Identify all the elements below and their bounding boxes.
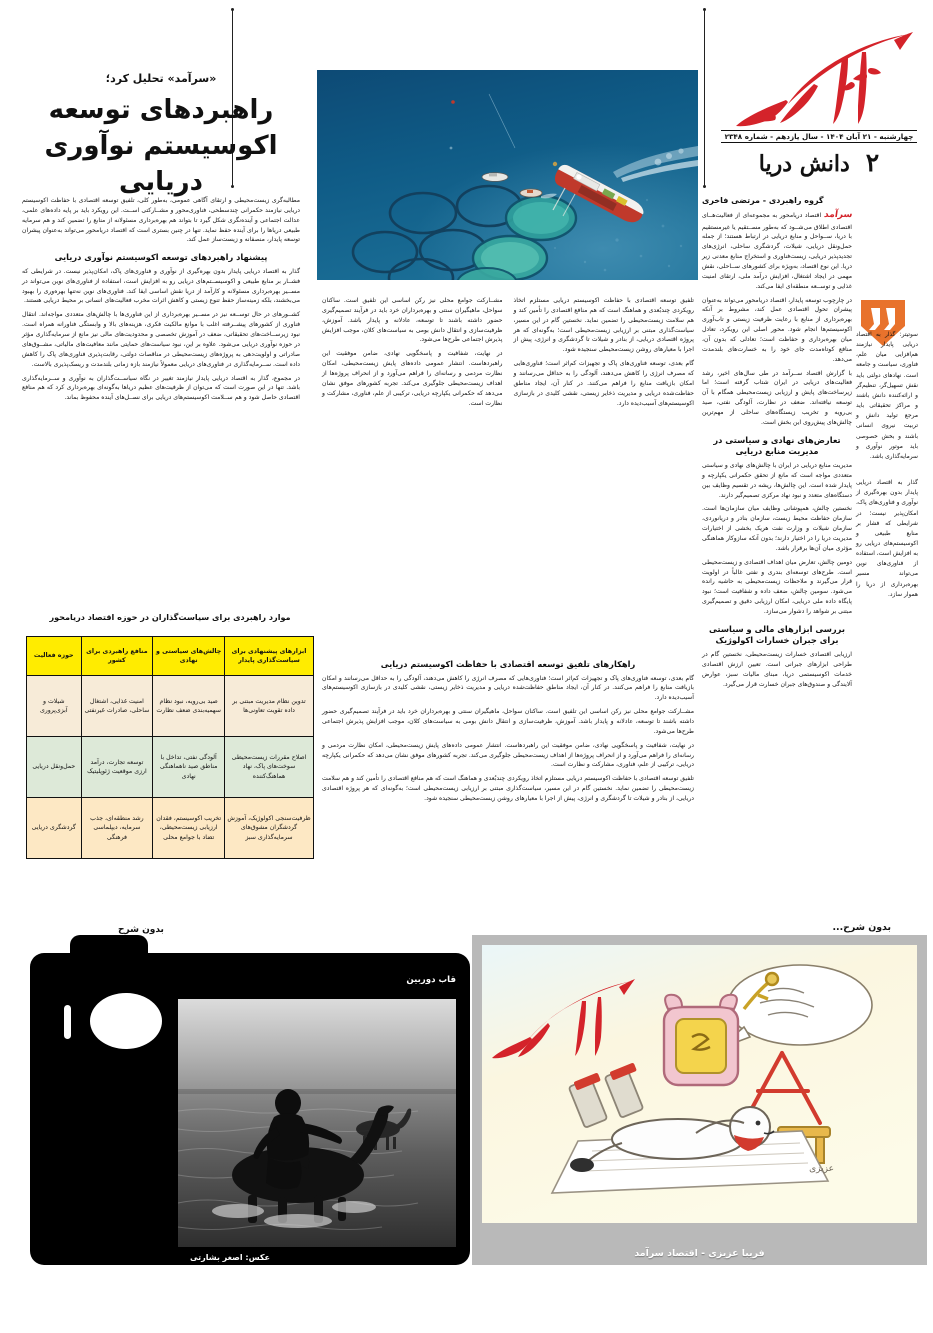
headline-kicker: «سرآمد» تحلیل کرد؛ (105, 72, 217, 85)
cell-benefits: توسعه تجارت، درآمد ارزی موقعیت ژئوپلیتیک (81, 737, 153, 798)
cartoon-panel (472, 935, 927, 1265)
cell-sector: شیلات و آبزی‌پروری (27, 676, 82, 737)
cell-benefits: رشد منطقه‌ای، جذب سرمایه، دیپلماسی فرهنگی (81, 798, 153, 859)
rule-dot (703, 8, 706, 11)
drop-mark-icon: سرآمد (823, 210, 853, 220)
cell-tools: اصلاح مقررات زیست‌محیطی سوخت‌های پاک، نهاد هماهنگ‌کننده (225, 737, 314, 798)
aerial-aquaculture-photo (317, 70, 698, 280)
cell-benefits: امنیت غذایی، اشتغال ساحلی، صادرات غیرنفتی (81, 676, 153, 737)
pullquote-column (856, 330, 918, 604)
headline-block (22, 72, 300, 201)
cell-tools: تدوین نظام مدیریت مبتنی بر داده تقویت تعاونی‌ها (225, 676, 314, 737)
subheading: پیشنهاد راهبردهای توسعه اکوسیستم نوآوری دریایی (54, 252, 268, 263)
page-title (22, 93, 300, 201)
section-name: دانش دریا (758, 151, 850, 177)
headline-line-2: اکوسیستم نوآوری دریایی (44, 130, 278, 197)
paragraph: گام بعدی، توسعه فناوری‌های پاک و تجهیزات کم‌اثر است؛ فناوری‌هایی که مصرف انرژی را کاهش می‌دهند، آلودگی را به حداقل می‌رسانند و امکان بازیافت منابع را فراهم می‌کنند. در کنار آن، ایجاد مناطق حفاظت‌شده دریایی و مدیریت ذخایر زیستی، نقشی کلیدی در بازسازی اکوسیستم‌های آسیب‌دیده دارد. (322, 674, 694, 702)
page-number: ۲ (865, 148, 880, 177)
byline: گروه راهبردی - مرتضی فاخری (702, 196, 824, 205)
subheading: راهکارهای تلفیق توسعه اقتصادی با حفاظت اکوسیستم دریایی (380, 659, 636, 669)
camera-body-icon (30, 953, 470, 1265)
cell-sector: حمل‌ونقل دریایی (27, 737, 82, 798)
editorial-cartoon (482, 945, 917, 1223)
photo-credit: عکس: اصغر بشارتی (190, 1253, 271, 1262)
cartoon-image (482, 945, 917, 1223)
table-header-row (27, 637, 314, 676)
paragraph: مشــارکت جوامع محلی نیز رکن اساسی این تلفیق است. ساکنان سواحل، ماهیگیران سنتی و بهره‌برداران خرد باید در فرآیند تصمیم‌گیری حضور داشته باشند تا توسعه، عادلانه و پایدار باشد. آموزش، ظرفیت‌سازی و انتقال دانش بومی به سیاست‌های کلان، موجب افزایش پذیرش اجتماعی طرح‌ها می‌شود. (322, 708, 694, 735)
camera-lens-icon (90, 993, 162, 1049)
article-left-column (22, 196, 300, 407)
paragraph: مشــارکت جوامع محلی نیز رکن اساسی این تلفیق است. ساکنان سواحل، ماهیگیران سنتی و بهره‌برداران خرد باید در فرآیند تصمیم‌گیری حضور داشته باشند تا توسعه، عادلانه و پایدار باشد. آموزش، ظرفیت‌سازی و انتقال دانش بومی به سیاست‌های کلان، موجب افزایش پذیرش اجتماعی طرح‌ها می‌شود. (322, 297, 503, 344)
cell-challenges: صید بی‌رویه، نبود نظام سهمیه‌بندی ضعف نظارت (153, 676, 225, 737)
dateline: چهارشنبه - ۲۱ آبان ۱۴۰۴ - سال یازدهم - شماره ۲۳۴۸ (721, 130, 918, 143)
article-middle-lower (322, 652, 694, 808)
paragraph: در نهایت، شفافیت و پاسخگویی نهادی، ضامن موفقیت این راهبردهاست. انتشار عمومی داده‌های پایش زیست‌محیطی، امکان نظارت مردمی و رسانه‌ای را فراهم می‌آورد و از انحراف پروژه‌ها از اهداف زیست‌محیطی جلوگیری می‌کند. تجربه کشورهای موفق نشان می‌دهد که حکمرانی یکپارچه دریایی، ترکیبی از علم، فناوری، مشارکت و نظارت است. (322, 741, 694, 769)
bw-photo (178, 999, 456, 1247)
paragraph: در مجموع، گذار به اقتصاد دریایی پایدار نیازمند تغییر در نگاه سیاســت‌گذاران به نوآوری و ســرمایه‌گذاری باشد. تنها در این صورت است که می‌توان از ظرفیت‌های عظیم دریاها به‌گونه‌ای بهره‌برداری کرد که هم منافع اقتصادی حاصل شود و هم ســلامت اکوسیستم‌های دریایی برای نســل‌های آینده محفوظ بماند. (22, 374, 300, 402)
paragraph: تلفیق توسعه اقتصادی با حفاظت اکوسیستم دریایی مستلزم اتخاذ رویکردی چندبُعدی و هماهنگ است که هم منافع اقتصادی را تأمین کند و هم سلامت زیست‌محیطی را تضمین نماید. نخستین گام در این مسیر، سیاست‌گذاری مبتنی بر ارزیابی زیست‌محیطی است؛ به‌گونه‌ای که هر پروژه اقتصادی دریایی، از بنادر و شیلات تا گردشگری و انرژی، پیش از اجرا با معیارهای روشن زیست‌محیطی سنجیده شود. (322, 775, 694, 803)
column-header-challenges: چالش‌های سیاستی و نهادی (153, 637, 225, 676)
table-row (27, 798, 314, 859)
strategy-table (26, 636, 314, 859)
paragraph: گذار به اقتصاد دریایی پایدار بدون بهره‌گیری از نوآوری و فناوری‌های پاک، امکان‌پذیر نیست. در شرایطی که فشــار بر منابع طبیعی و اکوسیســتم‌های دریایی رو به افزایش است، استفاده از فناوری‌های نوین می‌تواند در مســیر بهره‌برداری مسئولانه و کارآمد از دریا نقش اساسی ایفا کند. فناوری‌های نوین نه‌تنها بهره‌وری را بهبود می‌بخشند، بلکه زمینه‌ساز حفظ تنوع زیستی و کاهش اثرات مخرب فعالیت‌های انسانی بر محیط دریایی هستند. (22, 267, 300, 305)
lead-paragraph: سرآمد اقتصاد دریامحور به مجموعه‌ای از فعالیت‌هــای اقتصادی اطلاق می‌شــود که به‌طور مســتقیم یا غیرمستقیم با دریا، ســواحل و منابع دریایی در ارتباط هستند؛ از جمله حمل‌ونقل دریایی، شیلات، گردشگری ساحلی، انرژی‌های تجدیدپذیر دریایی، زیست‌فناوری و استخراج منابع معدنی زیر دریا. این نوع اقتصاد، به‌ویژه برای کشورهای ســاحلی، نقش مهمی در ایجاد اشتغال، افزایش درآمد ملی، ارتقای امنیت غذایی و توســعه منطقه‌ای ایفا می‌کند. (702, 210, 853, 290)
saramad-logo-icon (714, 16, 924, 136)
paragraph: نخستین چالش، همپوشانی وظایف میان سازمان‌ها است. سازمان حفاظت محیط زیست، سازمان بنادر و دریانوردی، سازمان شیلات و وزارت نفت هریک بخشی از اختیارات مدیریت دریا را در اختیار دارند؛ بدون آنکه سازوکار هماهنگی مؤثری میان آن‌ها برقرار باشد. (702, 505, 852, 552)
table-row (27, 676, 314, 737)
paragraph: در نهایت، شفافیت و پاسخگویی نهادی، ضامن موفقیت این راهبردهاست. انتشار عمومی داده‌های پایش زیست‌محیطی، امکان نظارت مردمی و رسانه‌ای را فراهم می‌آورد و از انحراف پروژه‌ها از اهداف زیست‌محیطی جلوگیری می‌کند. تجربه کشورهای موفق نشان می‌دهد که حکمرانی یکپارچه دریایی، ترکیبی از علم، فناوری، مشارکت و نظارت است. (322, 350, 503, 407)
table-title: موارد راهبردی برای سیاست‌گذاران در حوزه اقتصاد دریامحور (49, 612, 291, 622)
cell-challenges: تخریب اکوسیستم، فقدان ارزیابی زیست‌محیطی، تضاد با جوامع محلی (153, 798, 225, 859)
cell-sector: گردشگری دریایی (27, 798, 82, 859)
column-header-sector: حوزه فعالیت (27, 637, 82, 676)
cell-tools: ظرفیت‌سنجی اکولوژیک، آموزش گردشگران مشوق‌های سرمایه‌گذاری سبز (225, 798, 314, 859)
paragraph: دومین چالش، تعارض میان اهداف اقتصادی و زیست‌محیطی است. طرح‌های توسعه‌ای بندری و نفتی غالباً در اولویت قرار می‌گیرند و ملاحظات زیست‌محیطی به حاشیه رانده می‌شود. سومین چالش، ضعف داده و شفافیت است؛ نبود پایگاه داده ملی دریایی، امکان ارزیابی دقیق و تصمیم‌گیری مبتنی بر شواهد را دشوار می‌سازد. (702, 558, 852, 616)
newspaper-logo (714, 16, 924, 136)
headline-line-1: راهبردهای توسعه (48, 95, 274, 125)
lead-photo (317, 70, 698, 280)
rule-dot (703, 185, 706, 188)
subheading: تعارض‌های نهادی و سیاستی در مدیریت منابع دریایی (713, 434, 841, 457)
table-row (27, 737, 314, 798)
photo-top-caption: بدون شرح (118, 925, 164, 935)
article-right-column (702, 196, 852, 694)
paragraph: در چارچوب توسعه پایدار، اقتصاد دریامحور می‌تواند به‌عنوان پیشران تحول اقتصادی عمل کند، مشروط بر آنکه بهره‌برداری از منابع با رعایت ظرفیت زیستی و تاب‌آوری اکوسیستم‌ها انجام شود. محور اصلی این رویکرد، تعادل میان بهره‌برداری و حفاظت است؛ تعادلی که بدون آن، منافع کوتاه‌مدت جای خود را به خسارت‌های بلندمدت می‌دهد. (702, 296, 852, 363)
camera-photo-panel (30, 935, 470, 1265)
subheading: بررسی ابزارهای مالی و سیاستی برای جبران خسارات اکولوژیک (709, 623, 845, 646)
svg-text:عزیزی: عزیزی (809, 1164, 834, 1174)
camera-frame-label: قاب دوربین (406, 975, 456, 985)
paragraph: مدیریت منابع دریایی در ایران با چالش‌های نهادی و سیاستی متعددی مواجه است که مانع از تحقق حکمرانی یکپارچه و پایدار شده است. این چالش‌ها، ریشه در تقسیم وظایف بین دستگاه‌های متعدد و نبود نهاد مرکزی تصمیم‌گیر دارند. (702, 461, 852, 499)
column-header-benefits: منافع راهبردی برای کشور (81, 637, 153, 676)
masthead-divider-left (704, 10, 705, 186)
paragraph: تلفیق توسعه اقتصادی با حفاظت اکوسیستم دریایی مستلزم اتخاذ رویکردی چندبُعدی و هماهنگ است که هم منافع اقتصادی را تأمین کند و هم سلامت زیست‌محیطی را تضمین نماید. نخستین گام در این مسیر، سیاست‌گذاری مبتنی بر ارزیابی زیست‌محیطی است؛ به‌گونه‌ای که هر پروژه اقتصادی دریایی، از بنادر و شیلات تا گردشگری و انرژی، پیش از اجرا با معیارهای روشن زیست‌محیطی سنجیده شود. (513, 297, 694, 354)
camera-side-slit-icon (64, 1005, 71, 1039)
camel-in-water-photo (178, 999, 456, 1247)
cell-challenges: آلودگی نفتی، تداخل با مناطق صید ناهماهنگی نهادی (153, 737, 225, 798)
column-header-tools: ابزارهای پیشنهادی برای سیاست‌گذاری پایدار (225, 637, 314, 676)
masthead (705, 0, 933, 186)
paragraph: گام بعدی، توسعه فناوری‌های پاک و تجهیزات کم‌اثر است؛ فناوری‌هایی که مصرف انرژی را کاهش می‌دهند، آلودگی را به حداقل می‌رسانند و امکان بازیافت منابع را فراهم می‌کنند. در کنار آن، ایجاد مناطق حفاظت‌شده دریایی و مدیریت ذخایر زیستی، نقشی کلیدی در بازسازی اکوسیستم‌های آسیب‌دیده دارد. (513, 360, 694, 407)
paragraph: کشــورهای در حال توســعه نیز در مســیر بهره‌برداری از این فناوری‌ها با چالش‌های متعددی مواجه‌اند. انتقال فناوری از کشورهای پیشــرفته اغلب با موانع مالکیت فکری، هزینه‌های بالا و وابستگی فناورانه همراه است. نبود زیرســاخت‌های تحقیقاتی، ضعف در آموزش تخصصی و محدودیت‌های مالی نیز مانع از سرمایه‌گذاری مؤثر در حوزه نوآوری دریایی می‌شود. علاوه بر این، نبود سیاست‌های حمایتی مانند معافیت‌های مالیاتی، مشــوق‌های صادراتی و اولویت‌دهی به پروژه‌های زیست‌محیطی در مناقصات دولتی، رقابت‌پذیری فناوری‌های پاک را کاهش داده است. ســرمایه‌گذاری در فناوری‌های دریایی معمولاً نیازمند بازه زمانی بلندمدت و ریسک‌پذیری بالاست. (22, 311, 300, 368)
pullquote: سوتیتر: گذار به اقتصاد دریایی پایدار نیازمند هم‌افزایی میان علم، فناوری، سیاست و جامعه است. نهادهای دولتی باید نقش تسهیل‌گر، تنظیم‌گر و ارائه‌کننده دانش باشند و مراکز تحقیقاتی باید مرجع تولید دانش و تربیت نیروی انسانی باشند و بخش خصوصی باید موتور نوآوری و سرمایه‌گذاری باشد. (856, 332, 918, 460)
paragraph: ارزیابی اقتصادی خسارات زیست‌محیطی، نخستین گام در طراحی ابزارهای جبرانی است. تعیین ارزش اقتصادی خدمات اکوسیستمی دریا، مبنای مالیات سبز، عوارض آلایندگی و صندوق‌های جبران خسارت قرار می‌گیرد. (702, 651, 852, 688)
article-middle-column (322, 296, 694, 412)
cartoon-credit: فریبا عزیزی - اقتصاد سرآمد (634, 1248, 765, 1259)
paragraph: مطالبه‌گری زیست‌محیطی و ارتقای آگاهی عمومی، به‌طور کلی، تلفیق توسعه اقتصادی با حفاظت اکوسیستم دریایی نیازمند حکمرانی چندسطحی، فناوری‌محور و مشــارکتی اســت. این رویکرد باید بر پایه داده‌های علمی، عدالت اجتماعی و آینده‌نگری شکل گیرد تا بتواند هم بهره‌برداری مسئولانه از منابع را تضمین کند و هم سرمایه طبیعی دریاها را برای آینده حفظ نماید. تنها در چنین بستری است که اقتصاد دریامحور می‌تواند به‌عنوان پیشران توسعه پایدار، منصفانه و زیست‌ساز عمل کند. (22, 197, 300, 244)
paragraph: با گزارش اقتصاد ســرآمد در طی سال‌های اخیر، رشد فعالیت‌های دریایی در ایران شتاب گرفته است؛ اما زیرساخت‌های پایش و ارزیابی زیست‌محیطی همگام با آن توسعه نیافته‌اند. ضعف در نظارت، آلودگی نفتی، صید بی‌رویه و تخریب زیستگاه‌های ساحلی از مهم‌ترین چالش‌های پیش‌روی این بخش است. (702, 369, 852, 426)
cartoon-top-caption: بدون شرح... (832, 922, 891, 933)
pullquote: گذار به اقتصاد دریایی پایدار بدون بهره‌گیری از نوآوری و فناوری‌های پاک، امکان‌پذیر نیست؛ در شرایطی که فشار بر منابع طبیعی و اکوسیستم‌های دریایی رو به افزایش است، استفاده از فناوری‌های نوین می‌تواند مسیر بهره‌برداری از دریا را هموار سازد. (856, 480, 918, 598)
